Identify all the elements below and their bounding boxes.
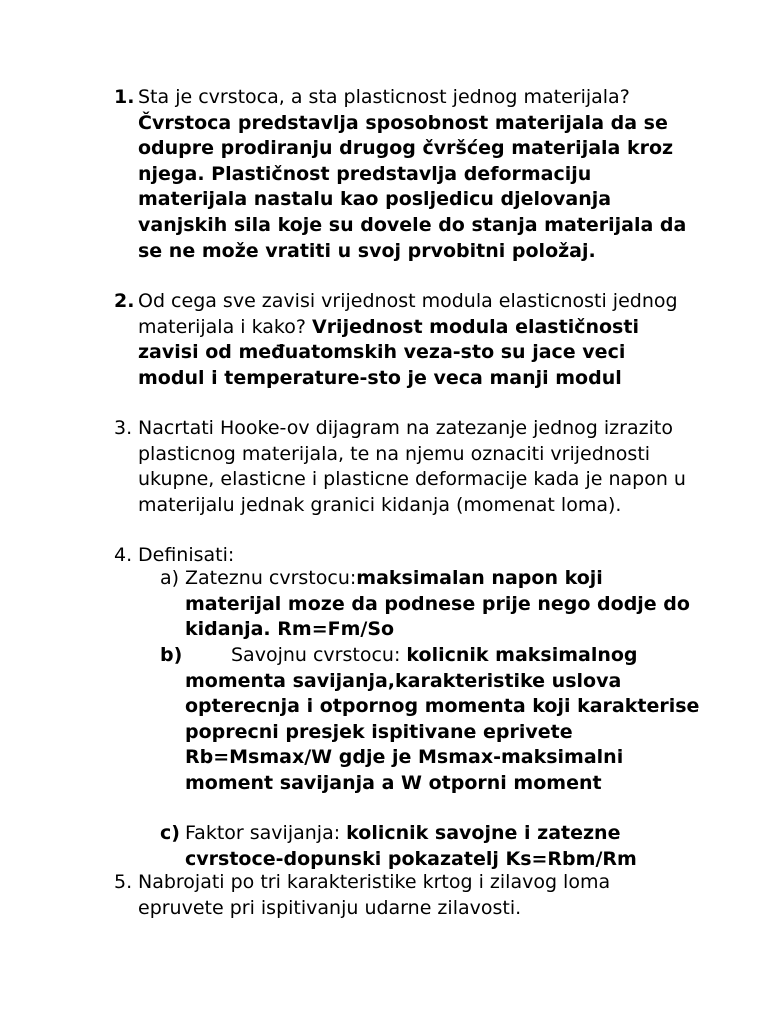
item-c-answer: kolicnik savojne i zatezne cvrstoce-dopunski pokazatelj Ks=Rbm/Rm <box>185 822 637 870</box>
item-a-answer: maksimalan napon koji materijal moze da podnese prije nego dodje do kidanja. Rm=Fm/So <box>185 567 690 641</box>
question-5-number: 5. <box>114 871 133 893</box>
question-4-item-c <box>160 821 705 872</box>
question-4-item-a <box>160 566 705 643</box>
question-5 <box>114 870 698 921</box>
question-3 <box>114 416 698 518</box>
question-1-number: 1. <box>114 86 135 108</box>
question-4-item-b <box>160 643 705 797</box>
item-a-marker: a) <box>160 567 180 589</box>
item-a-label: Zateznu cvrstocu: <box>185 567 357 589</box>
item-c-label: Faktor savijanja: <box>185 822 341 844</box>
question-4-text: Definisati: <box>138 544 235 566</box>
question-4 <box>114 543 698 569</box>
question-2 <box>114 289 698 391</box>
question-2-answer: Vrijednost modula elastičnosti zavisi od međuatomskih veza-sto su jace veci modul i temperature-sto je veca manji modul <box>138 315 639 389</box>
question-3-number: 3. <box>114 417 133 439</box>
question-2-text: Od cega sve zavisi vrijednost modula elasticnosti jednog materijala i kako? <box>138 290 678 338</box>
question-4-number: 4. <box>114 544 133 566</box>
question-3-text: Nacrtati Hooke-ov dijagram na zatezanje jednog izrazito plasticnog materijala, te na njemu oznaciti vrijednosti ukupne, elasticne i plasticne deformacije kada je napon u materijalu jednak granici kidanja (momenat loma). <box>138 417 686 516</box>
item-c-marker: c) <box>160 822 180 844</box>
question-1-text: Sta je cvrstoca, a sta plasticnost jednog materijala? <box>138 86 630 108</box>
question-1-answer: Čvrstoca predstavlja sposobnost materijala da se odupre prodiranju drugog čvršćeg materijala kroz njega. Plastičnost predstavlja deformaciju materijala nastalu kao posljedicu djelovanja vanjskih sila koje su dovele do stanja materijala da se ne može vratiti u svoj prvobitni položaj. <box>138 111 687 262</box>
item-b-answer: kolicnik maksimalnog momenta savijanja,karakteristike uslova opterecnja i otpornog momenta koji karakterise poprecni presjek ispitivane eprivete Rb=Msmax/W gdje je Msmax-maksimalni moment savijanja a W otporni moment <box>185 644 700 794</box>
item-b-marker: b) <box>160 644 183 666</box>
item-b-label: Savojnu cvrstocu: <box>231 644 401 666</box>
question-2-number: 2. <box>114 290 135 312</box>
question-5-text: Nabrojati po tri karakteristike krtog i zilavog loma epruvete pri ispitivanju udarne zilavosti. <box>138 871 611 919</box>
question-1 <box>114 85 698 264</box>
